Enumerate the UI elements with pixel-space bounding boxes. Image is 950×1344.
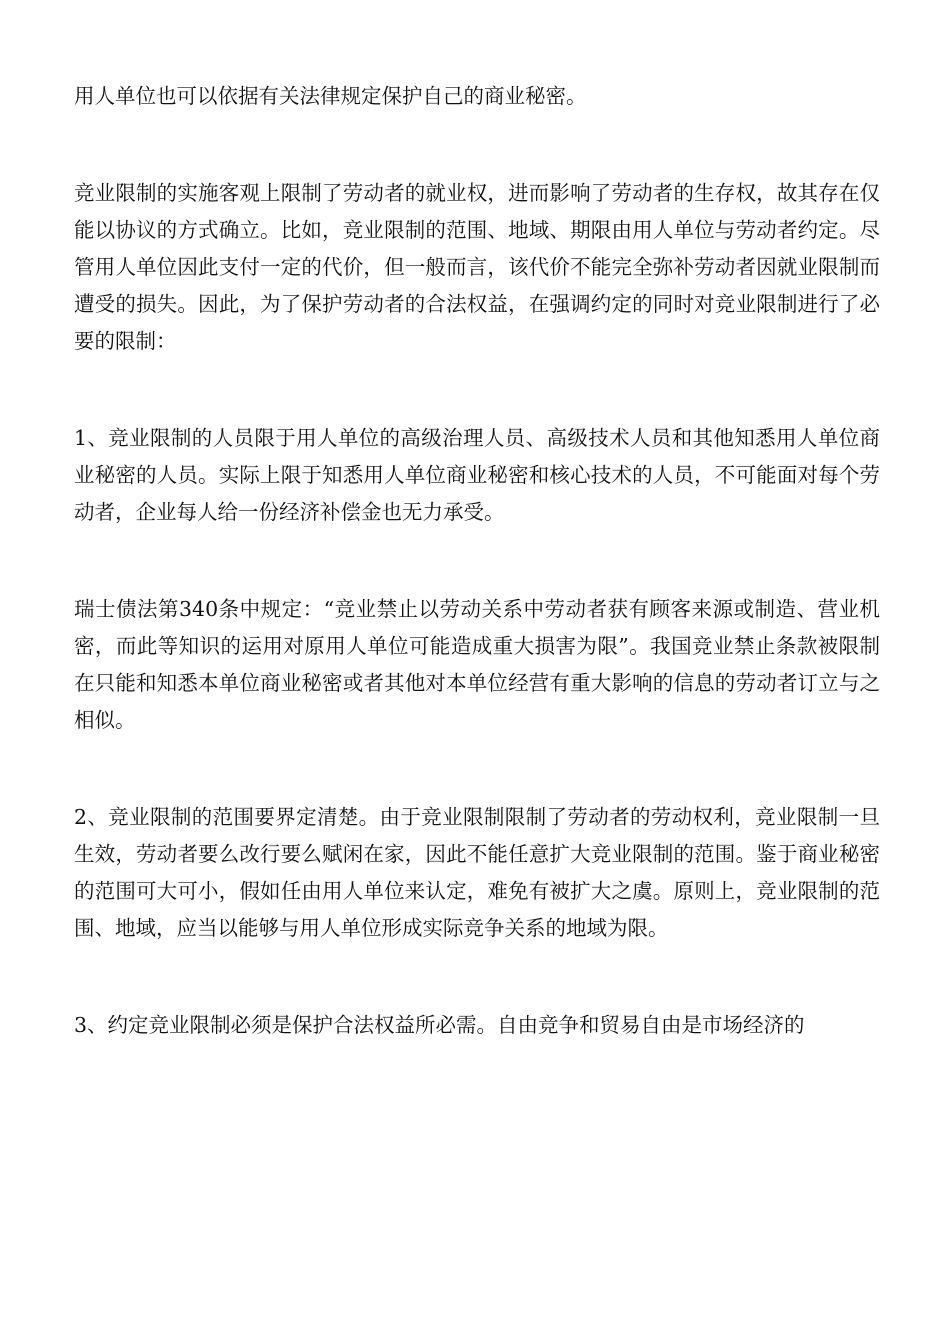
paragraph-6: 3、约定竞业限制必须是保护合法权益所必需。自由竞争和贸易自由是市场经济的 [74, 1013, 805, 1037]
paragraph-4: 瑞士债法第340条中规定：“竞业禁止以劳动关系中劳动者获有顾客来源或制造、营业机密，而此等知识的运用对原用人单位可能造成重大损害为限”。我国竞业禁止条款被限制在只能和知悉本单位商业秘密或者其他对本单位经营有重大影响的信息的劳动者订立与之相似。 [74, 597, 880, 732]
paragraph-5: 2、竞业限制的范围要界定清楚。由于竞业限制限制了劳动者的劳动权利，竞业限制一旦生效，劳动者要么改行要么赋闲在家，因此不能任意扩大竞业限制的范围。鉴于商业秘密的范围可大可小，假如任由用人单位来认定，难免有被扩大之虞。原则上，竞业限制的范围、地域，应当以能够与用人单位形成实际竞争关系的地域为限。 [74, 805, 880, 940]
document-page [74, 78, 880, 1104]
paragraph-2: 竞业限制的实施客观上限制了劳动者的就业权，进而影响了劳动者的生存权，故其存在仅能以协议的方式确立。比如，竞业限制的范围、地域、期限由用人单位与劳动者约定。尽管用人单位因此支付一定的代价，但一般而言，该代价不能完全弥补劳动者因就业限制而遭受的损失。因此，为了保护劳动者的合法权益，在强调约定的同时对竞业限制进行了必要的限制： [74, 181, 880, 353]
paragraph-1: 用人单位也可以依据有关法律规定保护自己的商业秘密。 [74, 84, 587, 108]
paragraph-3: 1、竞业限制的人员限于用人单位的高级治理人员、高级技术人员和其他知悉用人单位商业秘密的人员。实际上限于知悉用人单位商业秘密和核心技术的人员，不可能面对每个劳动者，企业每人给一份经济补偿金也无力承受。 [74, 426, 880, 524]
